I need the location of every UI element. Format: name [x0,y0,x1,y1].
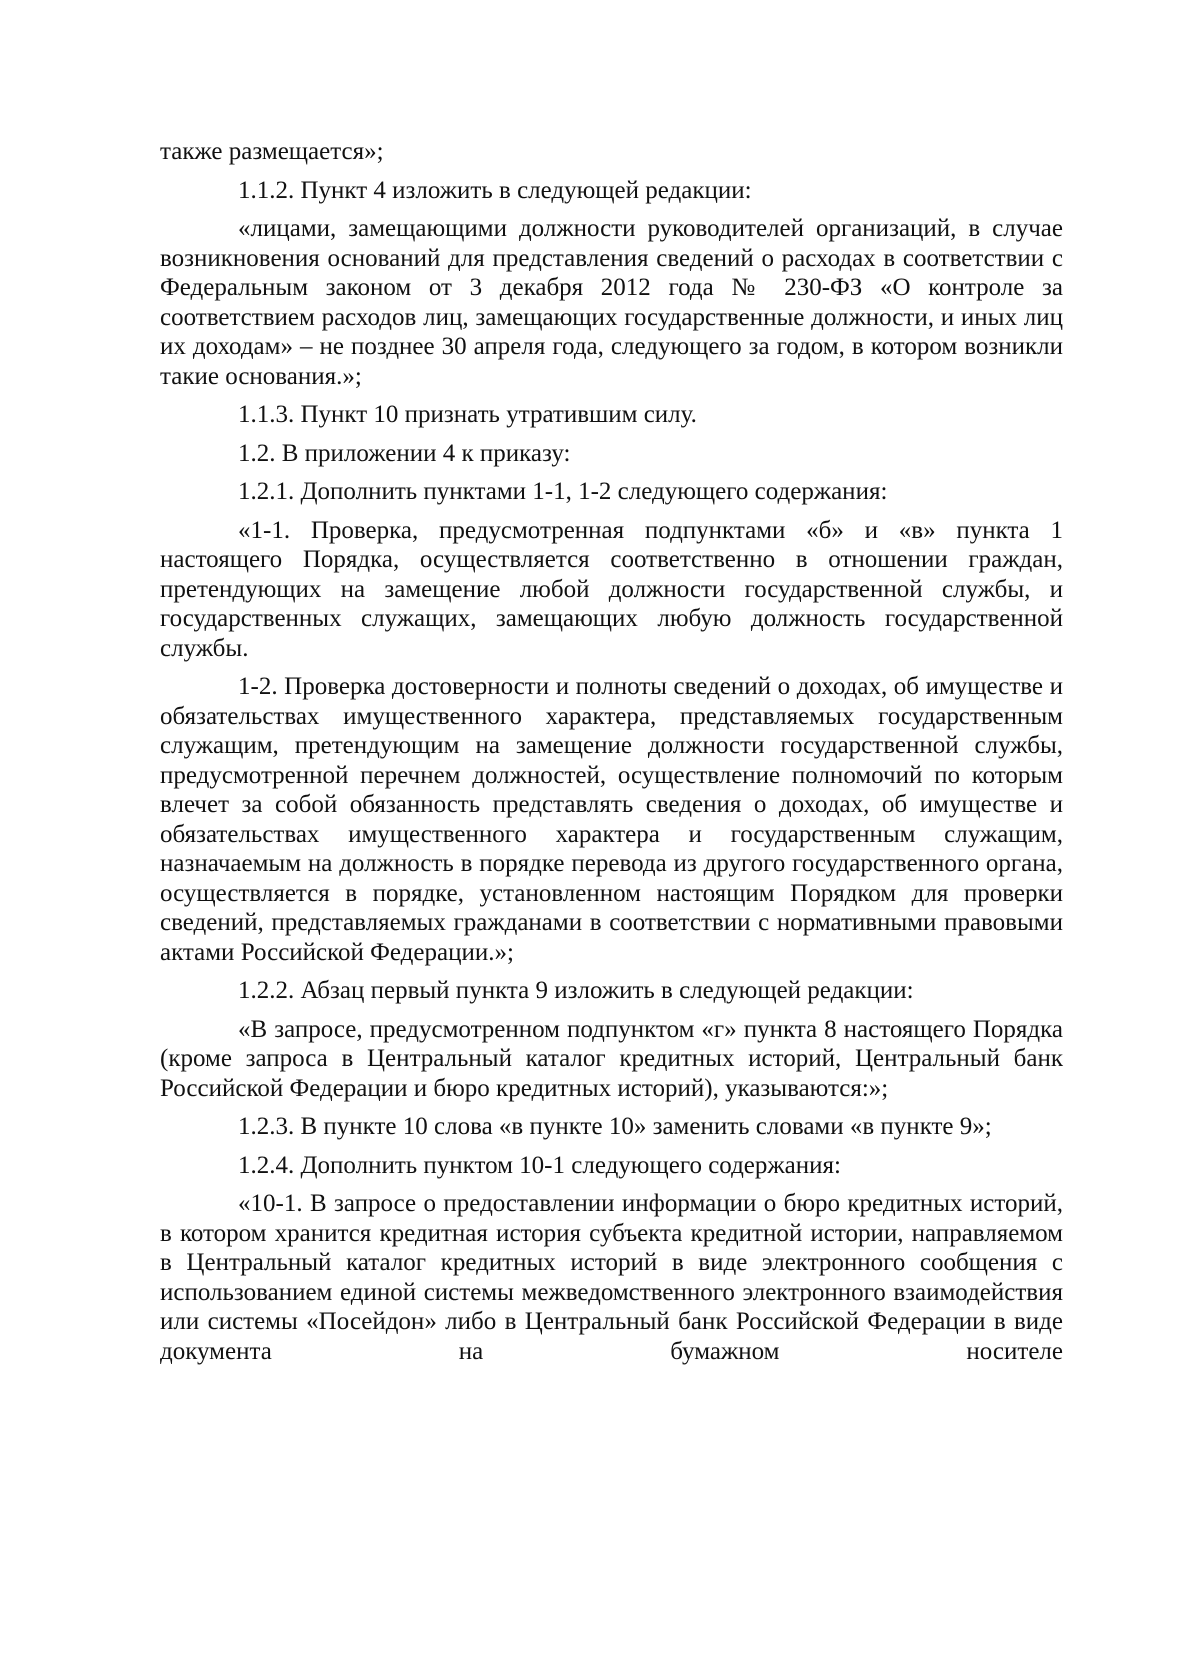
document-page [160,137,1063,1375]
paragraph-1-2-2: 1.2.2. Абзац первый пункта 9 изложить в следующей редакции: [238,977,914,1004]
paragraph-1-1-2: 1.1.2. Пункт 4 изложить в следующей редакции: [238,176,752,204]
paragraph-continuation: также размещается»; [160,138,384,165]
paragraph-1-2-2-text: «В запросе, предусмотренном подпунктом «г» пункта 8 настоящего Порядка (кроме запроса в Центральный каталог кредитных историй, Центральный банк Российской Федерации и бюро кредитных историй), указываются:»; [160,1015,1063,1102]
paragraph-1-2-clause: 1-2. Проверка достоверности и полноты сведений о доходах, об имуществе и обязательствах имущественного характера, представляемых государственным служащим, претендующим на замещение должности государственной службы, предусмотренной перечнем должностей, осуществление полномочий по которым влечет за собой обязанность представлять сведения о доходах, об имуществе и обязательствах имущественного характера и государственным служащим, назначаемым на должность в порядке перевода из другого государственного органа, осуществляется в порядке, установленном настоящим Порядком для проверки сведений, представляемых гражданами в соответствии с нормативными правовыми актами Российской Федерации.»; [160,673,1063,966]
paragraph-1-1-2-text: «лицами, замещающими должности руководителей организаций, в случае возникновения оснований для представления сведений о расходах в соответствии с Федеральным законом от 3 декабря 2012 года № 230-ФЗ «О контроле за соответствием расходов лиц, замещающих государственные должности, и иных лиц их доходам» – не позднее 30 апреля года, следующего за годом, в котором возникли такие основания.»; [160,215,1063,390]
paragraph-1-1-3: 1.1.3. Пункт 10 признать утратившим силу. [238,401,697,428]
paragraph-1-2-4: 1.2.4. Дополнить пунктом 10-1 следующего содержания: [238,1151,841,1179]
paragraph-1-2: 1.2. В приложении 4 к приказу: [238,439,571,467]
paragraph-1-2-1: 1.2.1. Дополнить пунктами 1-1, 1-2 следующего содержания: [238,478,888,505]
paragraph-1-2-3: 1.2.3. В пункте 10 слова «в пункте 10» заменить словами «в пункте 9»; [238,1113,992,1140]
paragraph-10-1: «10-1. В запросе о предоставлении информации о бюро кредитных историй, в котором хранится кредитная история субъекта кредитной истории, направляемом в Центральный каталог кредитных историй в виде электронного сообщения с использованием единой системы межведомственного электронного взаимодействия или системы «Посейдон» либо в Центральный банк Российской Федерации в виде документа на бумажном носителе [160,1190,1063,1365]
paragraph-1-1: «1-1. Проверка, предусмотренная подпунктами «б» и «в» пункта 1 настоящего Порядка, осуществляется соответственно в отношении граждан, претендующих на замещение любой должности государственной службы, и государственных служащих, замещающих любую должность государственной службы. [160,516,1063,662]
